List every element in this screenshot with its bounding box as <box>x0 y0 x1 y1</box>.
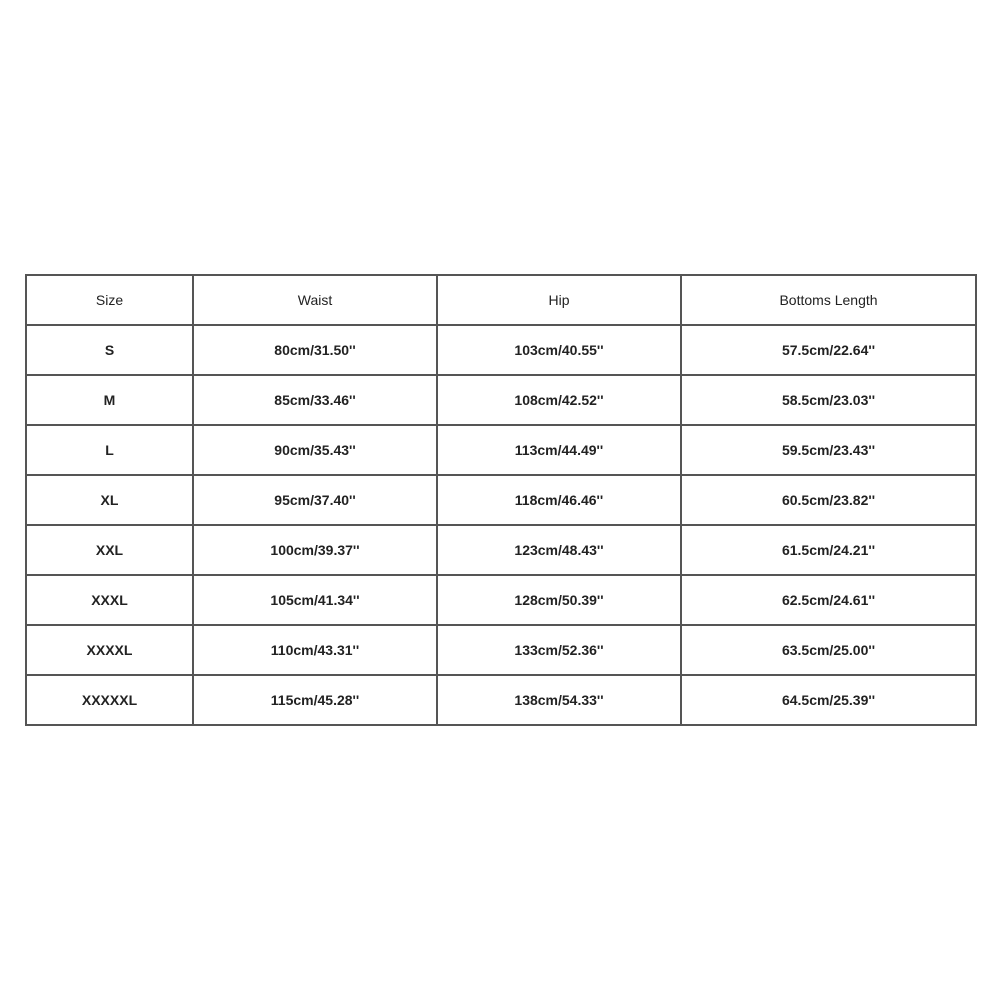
size-cell: XXXXXL <box>26 675 193 725</box>
table-row <box>26 675 976 725</box>
hip-cell: 138cm/54.33'' <box>437 675 681 725</box>
waist-cell: 90cm/35.43'' <box>193 425 437 475</box>
table-row <box>26 375 976 425</box>
header-size: Size <box>26 275 193 325</box>
hip-cell: 123cm/48.43'' <box>437 525 681 575</box>
bottoms-length-cell: 64.5cm/25.39'' <box>681 675 976 725</box>
size-cell: L <box>26 425 193 475</box>
waist-cell: 115cm/45.28'' <box>193 675 437 725</box>
bottoms-length-cell: 57.5cm/22.64'' <box>681 325 976 375</box>
bottoms-length-cell: 62.5cm/24.61'' <box>681 575 976 625</box>
table-body <box>26 325 976 725</box>
size-cell: XXXL <box>26 575 193 625</box>
size-cell: S <box>26 325 193 375</box>
waist-cell: 80cm/31.50'' <box>193 325 437 375</box>
waist-cell: 100cm/39.37'' <box>193 525 437 575</box>
waist-cell: 110cm/43.31'' <box>193 625 437 675</box>
size-cell: XXL <box>26 525 193 575</box>
table-row <box>26 525 976 575</box>
table-row <box>26 425 976 475</box>
size-cell: XL <box>26 475 193 525</box>
waist-cell: 105cm/41.34'' <box>193 575 437 625</box>
size-cell: XXXXL <box>26 625 193 675</box>
bottoms-length-cell: 61.5cm/24.21'' <box>681 525 976 575</box>
size-cell: M <box>26 375 193 425</box>
bottoms-length-cell: 63.5cm/25.00'' <box>681 625 976 675</box>
table-row <box>26 325 976 375</box>
hip-cell: 113cm/44.49'' <box>437 425 681 475</box>
header-hip: Hip <box>437 275 681 325</box>
hip-cell: 133cm/52.36'' <box>437 625 681 675</box>
header-bottoms-length: Bottoms Length <box>681 275 976 325</box>
hip-cell: 128cm/50.39'' <box>437 575 681 625</box>
waist-cell: 85cm/33.46'' <box>193 375 437 425</box>
header-waist: Waist <box>193 275 437 325</box>
size-chart-table <box>25 274 977 726</box>
bottoms-length-cell: 60.5cm/23.82'' <box>681 475 976 525</box>
hip-cell: 103cm/40.55'' <box>437 325 681 375</box>
bottoms-length-cell: 58.5cm/23.03'' <box>681 375 976 425</box>
hip-cell: 118cm/46.46'' <box>437 475 681 525</box>
table-row <box>26 575 976 625</box>
bottoms-length-cell: 59.5cm/23.43'' <box>681 425 976 475</box>
table-row <box>26 625 976 675</box>
waist-cell: 95cm/37.40'' <box>193 475 437 525</box>
table-row <box>26 475 976 525</box>
table-header-row <box>26 275 976 325</box>
hip-cell: 108cm/42.52'' <box>437 375 681 425</box>
